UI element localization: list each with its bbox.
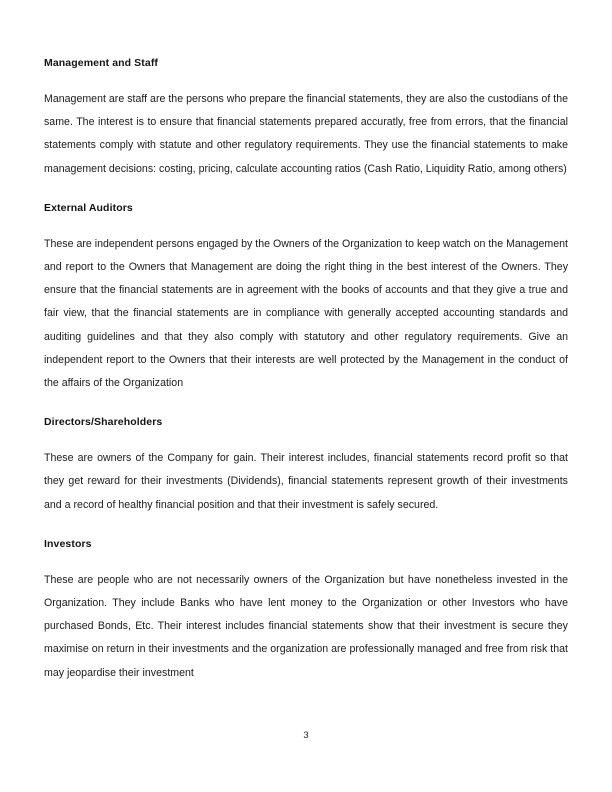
section-directors-shareholders <box>44 415 568 517</box>
spacer <box>44 517 568 537</box>
section-investors <box>44 537 568 685</box>
section-paragraph-directors-shareholders: These are owners of the Company for gain. Their interest includes, financial statements record profit so that they get reward for their investments (Dividends), financial statements represent growth of their investments and a record of healthy financial position and that their investment is safely secured. <box>44 452 568 511</box>
section-heading-management-and-staff: Management and Staff <box>44 57 159 69</box>
spacer <box>44 429 568 447</box>
spacer <box>44 215 568 233</box>
section-heading-investors: Investors <box>44 537 92 550</box>
section-paragraph-investors: These are people who are not necessarily owners of the Organization but have nonetheless invested in the Organization. They include Banks who have lent money to the Organization or other Investors who have purchased Bonds, Etc. Their interest includes financial statements show that their investment is secure they maximise on return in their investments and the organization are professionally managed and free from risk that may jeopardise their investment <box>44 573 568 679</box>
page-number-footer: 3 <box>303 730 309 741</box>
section-external-auditors <box>44 201 568 395</box>
section-paragraph-management-and-staff: Management are staff are the persons who prepare the financial statements, they are also the custodians of the same. The interest is to ensure that financial statements prepared accuratly, free from errors, that the financial statements comply with statute and other regulatory requirements. They use the financial statements to make management decisions: costing, pricing, calculate accounting ratios (Cash Ratio, Liquidity Ratio, among others) <box>44 93 568 175</box>
spacer <box>44 395 568 415</box>
spacer <box>44 181 568 201</box>
spacer <box>44 551 568 569</box>
section-management-and-staff <box>44 56 568 181</box>
section-heading-external-auditors: External Auditors <box>44 201 133 214</box>
section-paragraph-external-auditors: These are independent persons engaged by the Owners of the Organization to keep watch on the Management and report to the Owners that Management are doing the right thing in the best interest of the Owners. They ensure that the financial statements are in agreement with the books of accounts and that they give a true and fair view, that the financial statements are in compliance with generally accepted accounting standards and auditing guidelines and that they also comply with statutory and other regulatory requirements. Give an independent report to the Owners that their interests are well protected by the Management in the conduct of the affairs of the Organization <box>44 237 568 390</box>
document-body <box>44 56 568 685</box>
section-heading-directors-shareholders: Directors/Shareholders <box>44 416 163 429</box>
spacer <box>44 70 568 88</box>
